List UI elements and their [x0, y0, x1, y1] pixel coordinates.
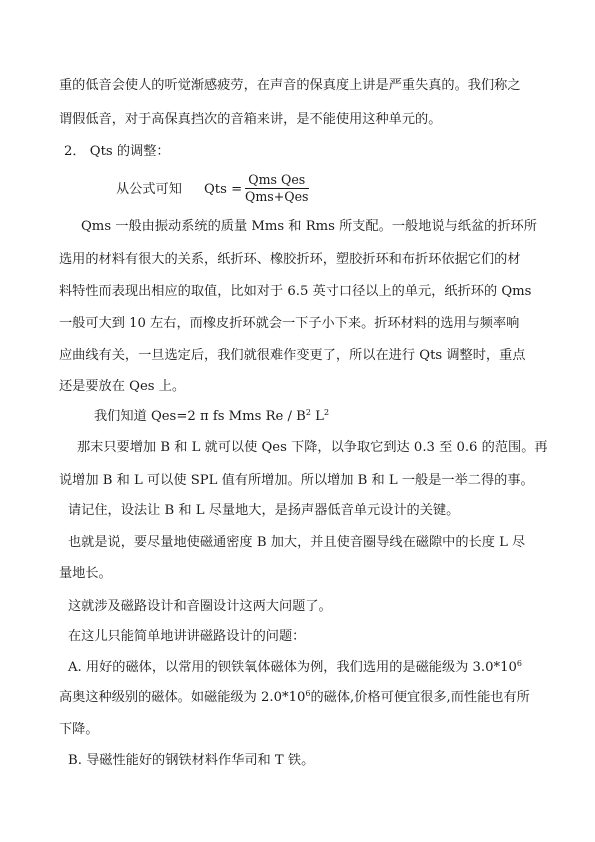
exponent: 6 — [516, 659, 522, 668]
paragraph-line: 还是要放在 Qes 上。 — [59, 379, 186, 394]
list-item-b: B. 导磁性能好的钢铁材料作华司和 T 铁。 — [68, 753, 315, 768]
paragraph-line: 一般可大到 10 左右，而橡皮折环就会一下子小下来。折环材料的选用与频率响 — [59, 316, 520, 331]
paragraph-line: 重的低音会使人的听觉渐感疲劳，在声音的保真度上讲是严重失真的。我们称之 — [59, 78, 521, 93]
section-heading: 2． Qts 的调整： — [64, 144, 170, 159]
list-item-a-text: A. 用好的磁体，以常用的钡铁氧体磁体为例，我们选用的是磁能级为 3.0*10 — [68, 660, 517, 675]
formula-lhs: Qts = — [204, 182, 243, 197]
paragraph-line: 下降。 — [59, 722, 99, 737]
exponent: 2 — [323, 408, 330, 417]
fraction-numerator: Qms Qes — [245, 174, 309, 189]
line-text-end: 的磁体,价格可便宜很多,而性能也有所 — [310, 690, 530, 705]
paragraph-line: 也就是说，要尽量地使磁通密度 B 加大，并且使音圈导线在磁隙中的长度 L 尽 — [68, 535, 526, 550]
formula-prefix: 从公式可知 — [116, 182, 182, 197]
list-item-a — [68, 661, 522, 674]
paragraph-line: 谓假低音，对于高保真挡次的音箱来讲，是不能使用这种单元的。 — [59, 112, 442, 127]
paragraph-line: 应曲线有关，一旦选定后，我们就很难作变更了，所以在进行 Qts 调整时，重点 — [59, 348, 526, 363]
paragraph-line: 说增加 B 和 L 可以使 SPL 值有所增加。所以增加 B 和 L 一般是一举二得的事。 — [59, 473, 534, 488]
formula-qes-l: L — [310, 409, 324, 424]
fraction-denominator: Qms+Qes — [245, 188, 309, 204]
formula-qes — [94, 410, 329, 423]
line-text-start: 高奥这种级别的磁体。如磁能级为 2.0*10 — [59, 690, 306, 705]
paragraph-line: Qms 一般由振动系统的质量 Mms 和 Rms 所支配。一般地说与纸盆的折环所 — [81, 219, 537, 234]
paragraph-line: 量地长。 — [59, 566, 112, 581]
paragraph-line: 那末只要增加 B 和 L 就可以使 Qes 下降，以争取它到达 0.3 至 0.6 的范围。再 — [77, 440, 548, 455]
paragraph-line: 请记住，设法让 B 和 L 尽量地大，是扬声器低音单元设计的关键。 — [68, 503, 460, 518]
paragraph-line: 料特性而表现出相应的取值，比如对于 6.5 英寸口径以上的单元，纸折环的 Qms — [59, 284, 532, 299]
exponent: 6 — [305, 689, 311, 698]
exponent: 2 — [305, 408, 311, 417]
paragraph-line: 这就涉及磁路设计和音圈设计这两大问题了。 — [68, 599, 332, 614]
paragraph-line — [59, 691, 530, 704]
paragraph-line: 在这儿只能简单地讲讲磁路设计的问题： — [68, 629, 306, 644]
formula-qes-text: 我们知道 Qes=2 π fs Mms Re / B — [94, 409, 306, 424]
paragraph-line: 选用的材料有很大的关系，纸折环、橡胶折环，塑胶折环和布折环依据它们的材 — [59, 252, 521, 267]
formula-fraction — [245, 174, 309, 203]
